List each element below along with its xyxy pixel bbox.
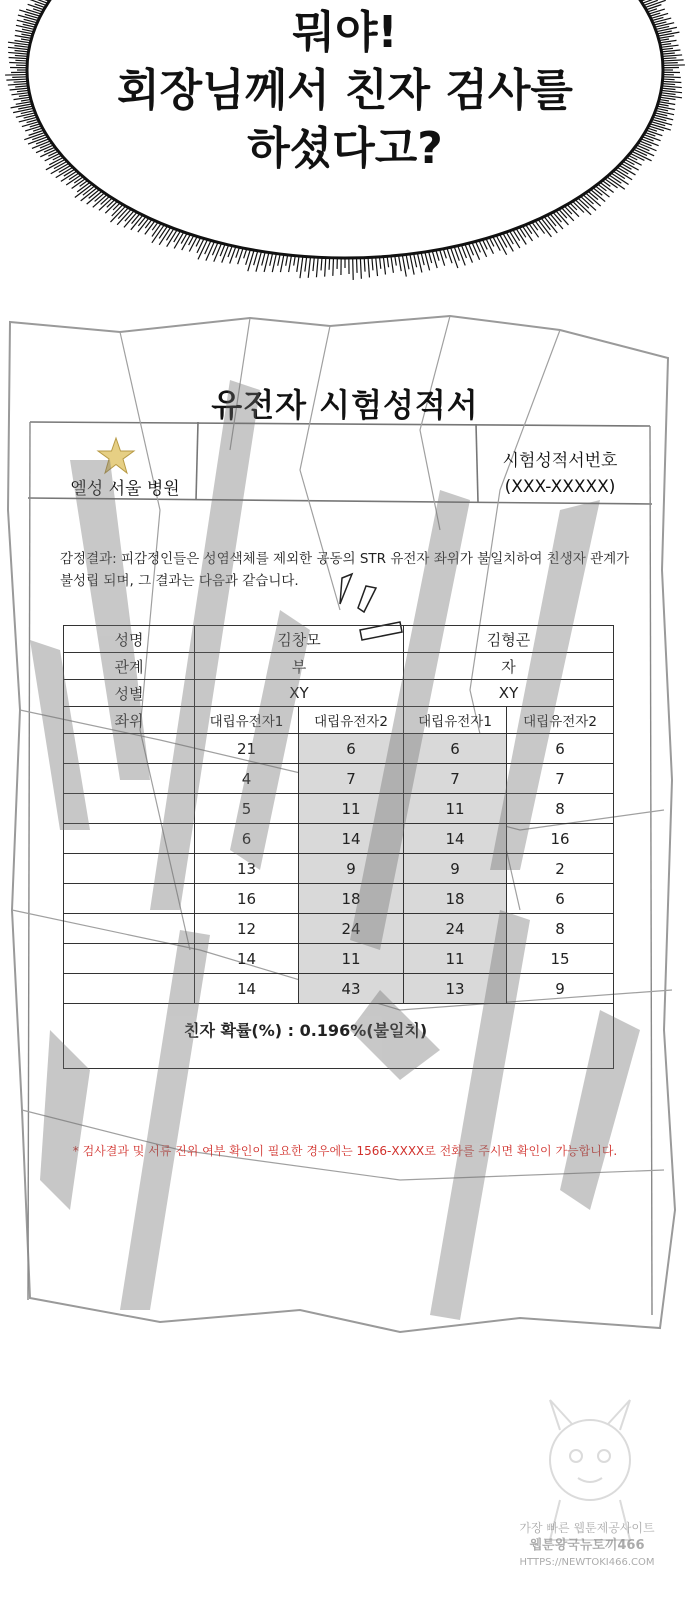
watermark-line-3: HTTPS://NEWTOKI466.COM [519, 1557, 655, 1568]
watermark-line-1: 가장 빠른 웹툰제공사이트 [519, 1521, 655, 1535]
allele-value: 14 [195, 944, 299, 974]
allele-value: 11 [299, 944, 404, 974]
sex-row [64, 680, 614, 707]
relation-label: 관계 [64, 653, 195, 680]
watermark-text [512, 1520, 662, 1571]
allele-value: 15 [507, 944, 614, 974]
allele-value: 6 [195, 824, 299, 854]
allele-value: 9 [507, 974, 614, 1004]
allele-value: 7 [299, 764, 404, 794]
person2-relation: 자 [404, 653, 614, 680]
allele-value: 16 [507, 824, 614, 854]
allele-value: 43 [299, 974, 404, 1004]
allele-value: 16 [195, 884, 299, 914]
paternity-probability: 친자 확률(%) : 0.196%(불일치) [64, 1004, 614, 1069]
allele-header: 대립유전자1 [404, 707, 507, 734]
verification-footnote: * 검사결과 및 서류 진위 여부 확인이 필요한 경우에는 1566-XXXX로 전화를 주시면 확인이 가능합니다. [72, 1144, 618, 1158]
allele-value: 13 [195, 854, 299, 884]
relation-row [64, 653, 614, 680]
allele-header: 대립유전자2 [507, 707, 614, 734]
allele-value: 12 [195, 914, 299, 944]
certificate-number: (XXX-XXXXX) [504, 477, 616, 497]
allele-value: 18 [404, 884, 507, 914]
locus-name-cell [64, 854, 195, 884]
name-label: 성명 [64, 626, 195, 653]
allele-value: 6 [299, 734, 404, 764]
locus-row [64, 734, 614, 764]
name-row [64, 626, 614, 653]
hospital-star-logo [96, 436, 136, 476]
allele-value: 8 [507, 794, 614, 824]
allele-value: 9 [404, 854, 507, 884]
str-locus-table [63, 625, 614, 1069]
allele-value: 11 [404, 794, 507, 824]
result-line-2: 불성립 되며, 그 결과는 다음과 같습니다. [60, 573, 299, 589]
document-title: 유전자 시험성적서 [211, 386, 479, 424]
allele-value: 21 [195, 734, 299, 764]
allele-header: 대립유전자1 [195, 707, 299, 734]
allele-value: 13 [404, 974, 507, 1004]
allele-value: 6 [507, 884, 614, 914]
allele-value: 14 [404, 824, 507, 854]
allele-header: 대립유전자2 [299, 707, 404, 734]
person1-relation: 부 [195, 653, 404, 680]
locus-row [64, 824, 614, 854]
allele-value: 6 [507, 734, 614, 764]
bubble-line-1: 뭐야! [292, 7, 398, 58]
allele-value: 24 [299, 914, 404, 944]
person2-sex: XY [404, 680, 614, 707]
locus-name-cell [64, 824, 195, 854]
locus-label: 좌위 [64, 707, 195, 734]
certificate-number-block [480, 448, 640, 500]
allele-value: 6 [404, 734, 507, 764]
locus-name-cell [64, 794, 195, 824]
locus-name-cell [64, 884, 195, 914]
person2-name: 김형곤 [404, 626, 614, 653]
allele-value: 2 [507, 854, 614, 884]
probability-row [64, 1004, 614, 1069]
allele-value: 18 [299, 884, 404, 914]
bubble-line-3: 하셨다고? [247, 123, 443, 174]
locus-row [64, 914, 614, 944]
person1-sex: XY [195, 680, 404, 707]
bubble-line-2: 회장님께서 친자 검사를 [117, 65, 573, 116]
allele-value: 14 [195, 974, 299, 1004]
person1-name: 김창모 [195, 626, 404, 653]
hospital-name: 엘성 서울 병원 [70, 479, 180, 499]
locus-name-cell [64, 734, 195, 764]
allele-value: 7 [507, 764, 614, 794]
speech-bubble [0, 0, 690, 290]
locus-row [64, 884, 614, 914]
sex-label: 성별 [64, 680, 195, 707]
locus-name-cell [64, 974, 195, 1004]
locus-header-row [64, 707, 614, 734]
allele-value: 11 [404, 944, 507, 974]
allele-value: 14 [299, 824, 404, 854]
allele-value: 7 [404, 764, 507, 794]
locus-row [64, 794, 614, 824]
locus-row [64, 944, 614, 974]
allele-value: 5 [195, 794, 299, 824]
allele-value: 11 [299, 794, 404, 824]
locus-row [64, 974, 614, 1004]
allele-value: 8 [507, 914, 614, 944]
bubble-text [0, 4, 690, 178]
certificate-label: 시험성적서번호 [502, 451, 618, 471]
allele-value: 9 [299, 854, 404, 884]
allele-value: 4 [195, 764, 299, 794]
locus-name-cell [64, 914, 195, 944]
watermark-line-2: 웹툰왕국뉴토끼466 [529, 1538, 645, 1553]
result-line-1: 감정결과: 피감정인들은 성염색체를 제외한 공동의 STR 유전자 좌위가 불일치하여 친생자 관계가 [60, 551, 630, 567]
locus-row [64, 764, 614, 794]
locus-name-cell [64, 764, 195, 794]
allele-value: 24 [404, 914, 507, 944]
locus-name-cell [64, 944, 195, 974]
locus-row [64, 854, 614, 884]
